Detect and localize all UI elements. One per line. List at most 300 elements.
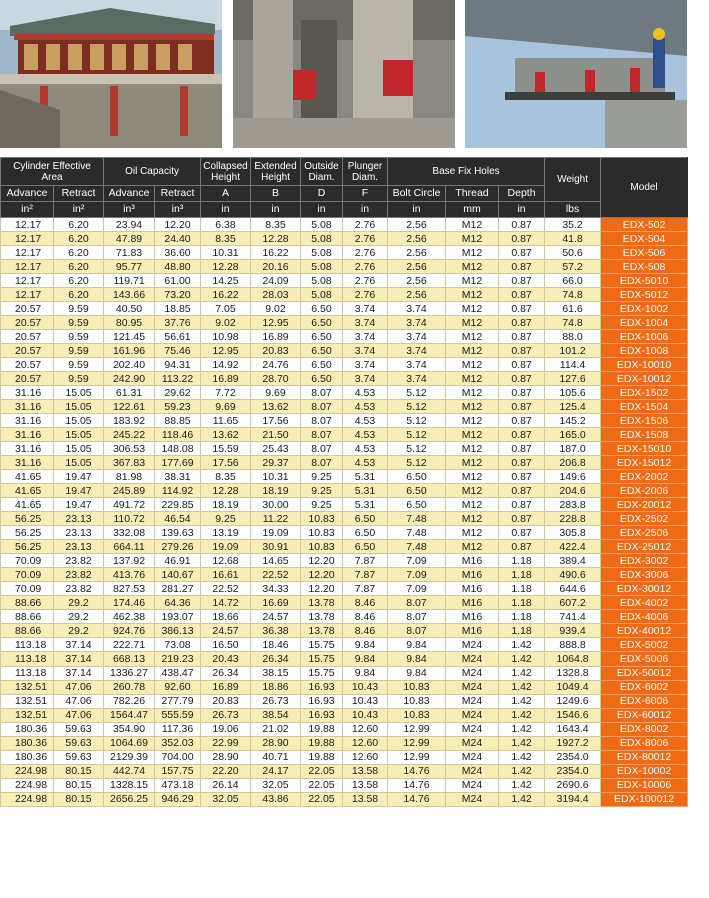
cell-oil-retract: 277.79 (155, 694, 201, 708)
cell-model: EDX-10006 (601, 778, 688, 792)
cell-area-advance: 31.16 (1, 414, 54, 428)
header-plunger-diam: Plunger Diam. (343, 158, 388, 186)
cell-weight: 1546.6 (545, 708, 601, 722)
cell-oil-retract: 48.80 (155, 260, 201, 274)
cell-thread: M16 (446, 554, 499, 568)
cell-extended-height: 18.19 (251, 484, 301, 498)
cell-thread: M12 (446, 526, 499, 540)
cell-outside-diam: 9.25 (301, 498, 343, 512)
cell-outside-diam: 5.08 (301, 288, 343, 302)
cell-collapsed-height: 22.52 (201, 582, 251, 596)
cell-depth: 1.18 (499, 610, 545, 624)
cell-oil-retract: 946.29 (155, 792, 201, 806)
cell-extended-height: 24.09 (251, 274, 301, 288)
cell-extended-height: 22.52 (251, 568, 301, 582)
cell-depth: 0.87 (499, 302, 545, 316)
cell-oil-advance: 462.38 (104, 610, 155, 624)
cell-thread: M24 (446, 792, 499, 806)
cell-depth: 1.42 (499, 666, 545, 680)
table-row (1, 498, 688, 512)
cell-collapsed-height: 12.28 (201, 260, 251, 274)
cell-plunger-diam: 7.87 (343, 554, 388, 568)
cell-collapsed-height: 11.65 (201, 414, 251, 428)
cell-plunger-diam: 9.84 (343, 638, 388, 652)
cell-area-advance: 41.65 (1, 484, 54, 498)
unit-oil-retract: in³ (155, 202, 201, 218)
cell-area-retract: 9.59 (54, 316, 104, 330)
cell-plunger-diam: 2.76 (343, 288, 388, 302)
cell-outside-diam: 5.08 (301, 218, 343, 232)
cell-oil-advance: 110.72 (104, 512, 155, 526)
cell-bolt-circle: 14.76 (388, 764, 446, 778)
cell-thread: M12 (446, 288, 499, 302)
cell-oil-advance: 924.76 (104, 624, 155, 638)
cell-model: EDX-1504 (601, 400, 688, 414)
cell-area-retract: 6.20 (54, 232, 104, 246)
cell-collapsed-height: 22.99 (201, 736, 251, 750)
cell-model: EDX-5012 (601, 288, 688, 302)
cell-extended-height: 21.50 (251, 428, 301, 442)
cell-area-advance: 70.09 (1, 554, 54, 568)
cell-oil-retract: 193.07 (155, 610, 201, 624)
cell-bolt-circle: 7.48 (388, 512, 446, 526)
cell-area-retract: 29.2 (54, 624, 104, 638)
cell-thread: M24 (446, 778, 499, 792)
cell-model: EDX-10010 (601, 358, 688, 372)
cell-plunger-diam: 5.31 (343, 470, 388, 484)
cell-model: EDX-506 (601, 246, 688, 260)
cell-extended-height: 14.65 (251, 554, 301, 568)
cell-collapsed-height: 10.98 (201, 330, 251, 344)
cell-plunger-diam: 10.43 (343, 694, 388, 708)
cell-area-retract: 80.15 (54, 792, 104, 806)
header-letter-b: B (251, 186, 301, 202)
cell-plunger-diam: 4.53 (343, 414, 388, 428)
unit-v: mm (446, 202, 499, 218)
cell-area-advance: 56.25 (1, 526, 54, 540)
cell-oil-advance: 782.26 (104, 694, 155, 708)
bridge-pier-jacks-photo (233, 0, 455, 148)
header-advance-oil: Advance (104, 186, 155, 202)
table-row (1, 442, 688, 456)
cell-collapsed-height: 17.56 (201, 456, 251, 470)
cell-outside-diam: 15.75 (301, 652, 343, 666)
cell-area-retract: 37.14 (54, 652, 104, 666)
cell-plunger-diam: 6.50 (343, 512, 388, 526)
cell-oil-advance: 119.71 (104, 274, 155, 288)
cell-bolt-circle: 12.99 (388, 750, 446, 764)
cell-weight: 644.6 (545, 582, 601, 596)
cell-extended-height: 28.03 (251, 288, 301, 302)
cell-weight: 422.4 (545, 540, 601, 554)
cell-oil-advance: 442.74 (104, 764, 155, 778)
cell-plunger-diam: 6.50 (343, 540, 388, 554)
cell-depth: 0.87 (499, 386, 545, 400)
header-retract-oil: Retract (155, 186, 201, 202)
cell-depth: 0.87 (499, 372, 545, 386)
cell-thread: M24 (446, 638, 499, 652)
cell-plunger-diam: 3.74 (343, 344, 388, 358)
cell-outside-diam: 5.08 (301, 274, 343, 288)
cell-extended-height: 21.02 (251, 722, 301, 736)
header-bolt-circle-label: Bolt Circle (392, 187, 441, 199)
cell-oil-retract: 38.31 (155, 470, 201, 484)
cell-thread: M12 (446, 498, 499, 512)
cell-area-advance: 180.36 (1, 722, 54, 736)
cell-area-advance: 41.65 (1, 470, 54, 484)
cell-weight: 105.6 (545, 386, 601, 400)
cell-depth: 1.42 (499, 750, 545, 764)
cell-oil-retract: 46.54 (155, 512, 201, 526)
cell-depth: 0.87 (499, 288, 545, 302)
cell-bolt-circle: 9.84 (388, 666, 446, 680)
cell-model: EDX-5006 (601, 652, 688, 666)
cell-weight: 1328.8 (545, 666, 601, 680)
cell-oil-advance: 143.66 (104, 288, 155, 302)
cell-oil-advance: 1564.47 (104, 708, 155, 722)
cell-thread: M12 (446, 316, 499, 330)
cell-collapsed-height: 26.14 (201, 778, 251, 792)
cell-collapsed-height: 7.05 (201, 302, 251, 316)
cell-plunger-diam: 2.76 (343, 246, 388, 260)
cell-oil-retract: 438.47 (155, 666, 201, 680)
cell-extended-height: 29.37 (251, 456, 301, 470)
cell-collapsed-height: 9.25 (201, 512, 251, 526)
cell-depth: 1.42 (499, 652, 545, 666)
cell-area-advance: 12.17 (1, 274, 54, 288)
table-row (1, 288, 688, 302)
cell-thread: M24 (446, 764, 499, 778)
cell-model: EDX-2502 (601, 512, 688, 526)
cell-bolt-circle: 7.09 (388, 582, 446, 596)
cell-extended-height: 16.89 (251, 330, 301, 344)
cell-model: EDX-4002 (601, 596, 688, 610)
table-row (1, 316, 688, 330)
cell-area-advance: 12.17 (1, 218, 54, 232)
cell-oil-retract: 37.76 (155, 316, 201, 330)
cell-oil-retract: 12.20 (155, 218, 201, 232)
cell-depth: 1.42 (499, 736, 545, 750)
cell-weight: 2690.6 (545, 778, 601, 792)
table-row (1, 610, 688, 624)
cell-outside-diam: 6.50 (301, 330, 343, 344)
table-row (1, 652, 688, 666)
cell-weight: 1927.2 (545, 736, 601, 750)
cell-depth: 0.87 (499, 428, 545, 442)
cell-collapsed-height: 14.92 (201, 358, 251, 372)
cell-model: EDX-8006 (601, 736, 688, 750)
cell-area-retract: 9.59 (54, 358, 104, 372)
cell-model: EDX-20012 (601, 498, 688, 512)
cell-area-advance: 20.57 (1, 358, 54, 372)
header-cylinder-area: Cylinder Effective Area (1, 158, 104, 186)
cell-depth: 0.87 (499, 484, 545, 498)
cell-extended-height: 16.69 (251, 596, 301, 610)
cell-plunger-diam: 5.31 (343, 484, 388, 498)
cell-depth: 0.87 (499, 274, 545, 288)
cell-area-advance: 12.17 (1, 246, 54, 260)
header-thread: Thread (446, 186, 499, 202)
cell-area-advance: 113.18 (1, 652, 54, 666)
cell-weight: 1249.6 (545, 694, 601, 708)
cell-bolt-circle: 7.09 (388, 554, 446, 568)
cell-depth: 0.87 (499, 316, 545, 330)
cell-bolt-circle: 3.74 (388, 330, 446, 344)
cell-model: EDX-80012 (601, 750, 688, 764)
cell-oil-advance: 161.96 (104, 344, 155, 358)
cell-oil-advance: 413.76 (104, 568, 155, 582)
cell-model: EDX-40012 (601, 624, 688, 638)
cell-weight: 101.2 (545, 344, 601, 358)
cell-area-retract: 47.06 (54, 694, 104, 708)
table-row (1, 456, 688, 470)
cell-oil-retract: 59.23 (155, 400, 201, 414)
cell-outside-diam: 15.75 (301, 666, 343, 680)
cell-plunger-diam: 3.74 (343, 316, 388, 330)
cell-extended-height: 36.38 (251, 624, 301, 638)
table-row (1, 470, 688, 484)
table-row (1, 764, 688, 778)
cell-weight: 57.2 (545, 260, 601, 274)
cell-thread: M12 (446, 484, 499, 498)
cell-collapsed-height: 16.50 (201, 638, 251, 652)
cell-collapsed-height: 16.89 (201, 680, 251, 694)
cell-thread: M16 (446, 596, 499, 610)
cell-extended-height: 26.73 (251, 694, 301, 708)
cell-oil-advance: 122.61 (104, 400, 155, 414)
cell-bolt-circle: 9.84 (388, 652, 446, 666)
cell-oil-retract: 75.46 (155, 344, 201, 358)
cell-area-retract: 23.82 (54, 554, 104, 568)
cell-model: EDX-3002 (601, 554, 688, 568)
cell-area-retract: 80.15 (54, 778, 104, 792)
cell-plunger-diam: 8.46 (343, 624, 388, 638)
cell-model: EDX-8002 (601, 722, 688, 736)
cell-bolt-circle: 2.56 (388, 274, 446, 288)
cell-depth: 1.42 (499, 708, 545, 722)
cell-area-advance: 56.25 (1, 512, 54, 526)
cell-depth: 1.18 (499, 554, 545, 568)
cell-area-advance: 132.51 (1, 708, 54, 722)
cell-model: EDX-1006 (601, 330, 688, 344)
cell-area-retract: 59.63 (54, 750, 104, 764)
cell-depth: 0.87 (499, 456, 545, 470)
table-row (1, 540, 688, 554)
cell-thread: M12 (446, 218, 499, 232)
cell-weight: 206.8 (545, 456, 601, 470)
table-row (1, 344, 688, 358)
table-row (1, 302, 688, 316)
cell-area-advance: 132.51 (1, 694, 54, 708)
cell-weight: 2354.0 (545, 750, 601, 764)
cell-plunger-diam: 8.46 (343, 596, 388, 610)
cell-extended-height: 30.91 (251, 540, 301, 554)
cell-plunger-diam: 4.53 (343, 428, 388, 442)
cell-depth: 1.42 (499, 694, 545, 708)
cell-oil-advance: 47.89 (104, 232, 155, 246)
cell-plunger-diam: 3.74 (343, 372, 388, 386)
cell-thread: M12 (446, 470, 499, 484)
cell-extended-height: 19.09 (251, 526, 301, 540)
cell-outside-diam: 6.50 (301, 344, 343, 358)
cell-weight: 114.4 (545, 358, 601, 372)
header-bolt-circle (388, 186, 446, 202)
cell-plunger-diam: 12.60 (343, 750, 388, 764)
cell-thread: M12 (446, 302, 499, 316)
cell-area-advance: 20.57 (1, 372, 54, 386)
cell-outside-diam: 9.25 (301, 484, 343, 498)
cell-oil-retract: 18.85 (155, 302, 201, 316)
cell-oil-retract: 473.18 (155, 778, 201, 792)
cell-collapsed-height: 32.05 (201, 792, 251, 806)
cell-bolt-circle: 5.12 (388, 386, 446, 400)
cell-extended-height: 34.33 (251, 582, 301, 596)
cell-weight: 41.8 (545, 232, 601, 246)
cell-oil-advance: 40.50 (104, 302, 155, 316)
cell-extended-height: 10.31 (251, 470, 301, 484)
cell-bolt-circle: 7.09 (388, 568, 446, 582)
cell-depth: 0.87 (499, 358, 545, 372)
cell-oil-advance: 1328.15 (104, 778, 155, 792)
cell-plunger-diam: 7.87 (343, 582, 388, 596)
cell-area-retract: 6.20 (54, 260, 104, 274)
cell-oil-advance: 202.40 (104, 358, 155, 372)
cell-bolt-circle: 3.74 (388, 372, 446, 386)
cell-oil-advance: 1064.69 (104, 736, 155, 750)
cell-thread: M24 (446, 666, 499, 680)
cell-area-advance: 31.16 (1, 386, 54, 400)
cell-depth: 0.87 (499, 344, 545, 358)
cell-thread: M24 (446, 722, 499, 736)
cell-plunger-diam: 2.76 (343, 232, 388, 246)
cell-area-advance: 132.51 (1, 680, 54, 694)
cell-extended-height: 28.90 (251, 736, 301, 750)
table-row (1, 484, 688, 498)
table-row (1, 526, 688, 540)
cell-thread: M12 (446, 344, 499, 358)
unit-a: in (201, 202, 251, 218)
cell-extended-height: 16.22 (251, 246, 301, 260)
cell-model: EDX-504 (601, 232, 688, 246)
cell-area-retract: 19.47 (54, 484, 104, 498)
cell-thread: M12 (446, 260, 499, 274)
cell-thread: M24 (446, 680, 499, 694)
cell-weight: 1064.8 (545, 652, 601, 666)
unit-f: in (343, 202, 388, 218)
table-row (1, 274, 688, 288)
cell-bolt-circle: 5.12 (388, 442, 446, 456)
cell-model: EDX-1002 (601, 302, 688, 316)
cell-collapsed-height: 13.62 (201, 428, 251, 442)
cell-model: EDX-100012 (601, 792, 688, 806)
table-row (1, 330, 688, 344)
cell-extended-height: 12.28 (251, 232, 301, 246)
cell-outside-diam: 8.07 (301, 414, 343, 428)
cell-extended-height: 24.17 (251, 764, 301, 778)
cell-plunger-diam: 10.43 (343, 680, 388, 694)
table-row (1, 596, 688, 610)
cell-bolt-circle: 12.99 (388, 722, 446, 736)
cell-collapsed-height: 12.95 (201, 344, 251, 358)
cell-area-retract: 47.06 (54, 680, 104, 694)
unit-oil-advance: in³ (104, 202, 155, 218)
cell-thread: M24 (446, 694, 499, 708)
cell-model: EDX-502 (601, 218, 688, 232)
table-row (1, 736, 688, 750)
cell-plunger-diam: 5.31 (343, 498, 388, 512)
cell-depth: 1.18 (499, 596, 545, 610)
cell-outside-diam: 22.05 (301, 792, 343, 806)
cell-depth: 0.87 (499, 512, 545, 526)
table-row (1, 218, 688, 232)
cell-model: EDX-5002 (601, 638, 688, 652)
cell-plunger-diam: 13.58 (343, 764, 388, 778)
cell-depth: 0.87 (499, 470, 545, 484)
cell-thread: M12 (446, 274, 499, 288)
cell-collapsed-height: 14.25 (201, 274, 251, 288)
cell-oil-advance: 664.11 (104, 540, 155, 554)
header-collapsed-height: Collapsed Height (201, 158, 251, 186)
cell-oil-advance: 174.46 (104, 596, 155, 610)
cell-depth: 0.87 (499, 260, 545, 274)
cell-depth: 0.87 (499, 400, 545, 414)
unit-b: in (251, 202, 301, 218)
cell-area-retract: 19.47 (54, 470, 104, 484)
cell-depth: 0.87 (499, 498, 545, 512)
cell-thread: M16 (446, 610, 499, 624)
cell-plunger-diam: 12.60 (343, 722, 388, 736)
cell-oil-retract: 73.20 (155, 288, 201, 302)
cell-oil-advance: 23.94 (104, 218, 155, 232)
cell-oil-retract: 140.67 (155, 568, 201, 582)
cell-collapsed-height: 19.06 (201, 722, 251, 736)
cell-oil-retract: 157.75 (155, 764, 201, 778)
cell-bolt-circle: 6.50 (388, 484, 446, 498)
unit-weight: lbs (545, 202, 601, 218)
cell-oil-advance: 1336.27 (104, 666, 155, 680)
cell-weight: 125.4 (545, 400, 601, 414)
cell-bolt-circle: 10.83 (388, 694, 446, 708)
cell-weight: 35.2 (545, 218, 601, 232)
cell-depth: 0.87 (499, 330, 545, 344)
cell-outside-diam: 16.93 (301, 694, 343, 708)
table-row (1, 400, 688, 414)
cell-plunger-diam: 7.87 (343, 568, 388, 582)
cell-plunger-diam: 3.74 (343, 330, 388, 344)
cell-extended-height: 28.70 (251, 372, 301, 386)
cell-collapsed-height: 12.68 (201, 554, 251, 568)
cell-thread: M16 (446, 624, 499, 638)
cell-model: EDX-10012 (601, 372, 688, 386)
cell-oil-retract: 88.85 (155, 414, 201, 428)
cell-area-retract: 23.82 (54, 582, 104, 596)
cell-thread: M24 (446, 708, 499, 722)
cell-depth: 1.42 (499, 722, 545, 736)
cell-collapsed-height: 14.72 (201, 596, 251, 610)
cell-bolt-circle: 8.07 (388, 610, 446, 624)
table-row (1, 722, 688, 736)
cell-area-retract: 37.14 (54, 666, 104, 680)
cell-depth: 1.18 (499, 582, 545, 596)
cell-weight: 50.6 (545, 246, 601, 260)
cell-area-retract: 15.05 (54, 414, 104, 428)
cell-outside-diam: 8.07 (301, 386, 343, 400)
cell-oil-advance: 61.31 (104, 386, 155, 400)
cell-oil-retract: 117.36 (155, 722, 201, 736)
cell-outside-diam: 16.93 (301, 708, 343, 722)
temple-building-photo (0, 0, 222, 148)
cell-outside-diam: 10.83 (301, 512, 343, 526)
